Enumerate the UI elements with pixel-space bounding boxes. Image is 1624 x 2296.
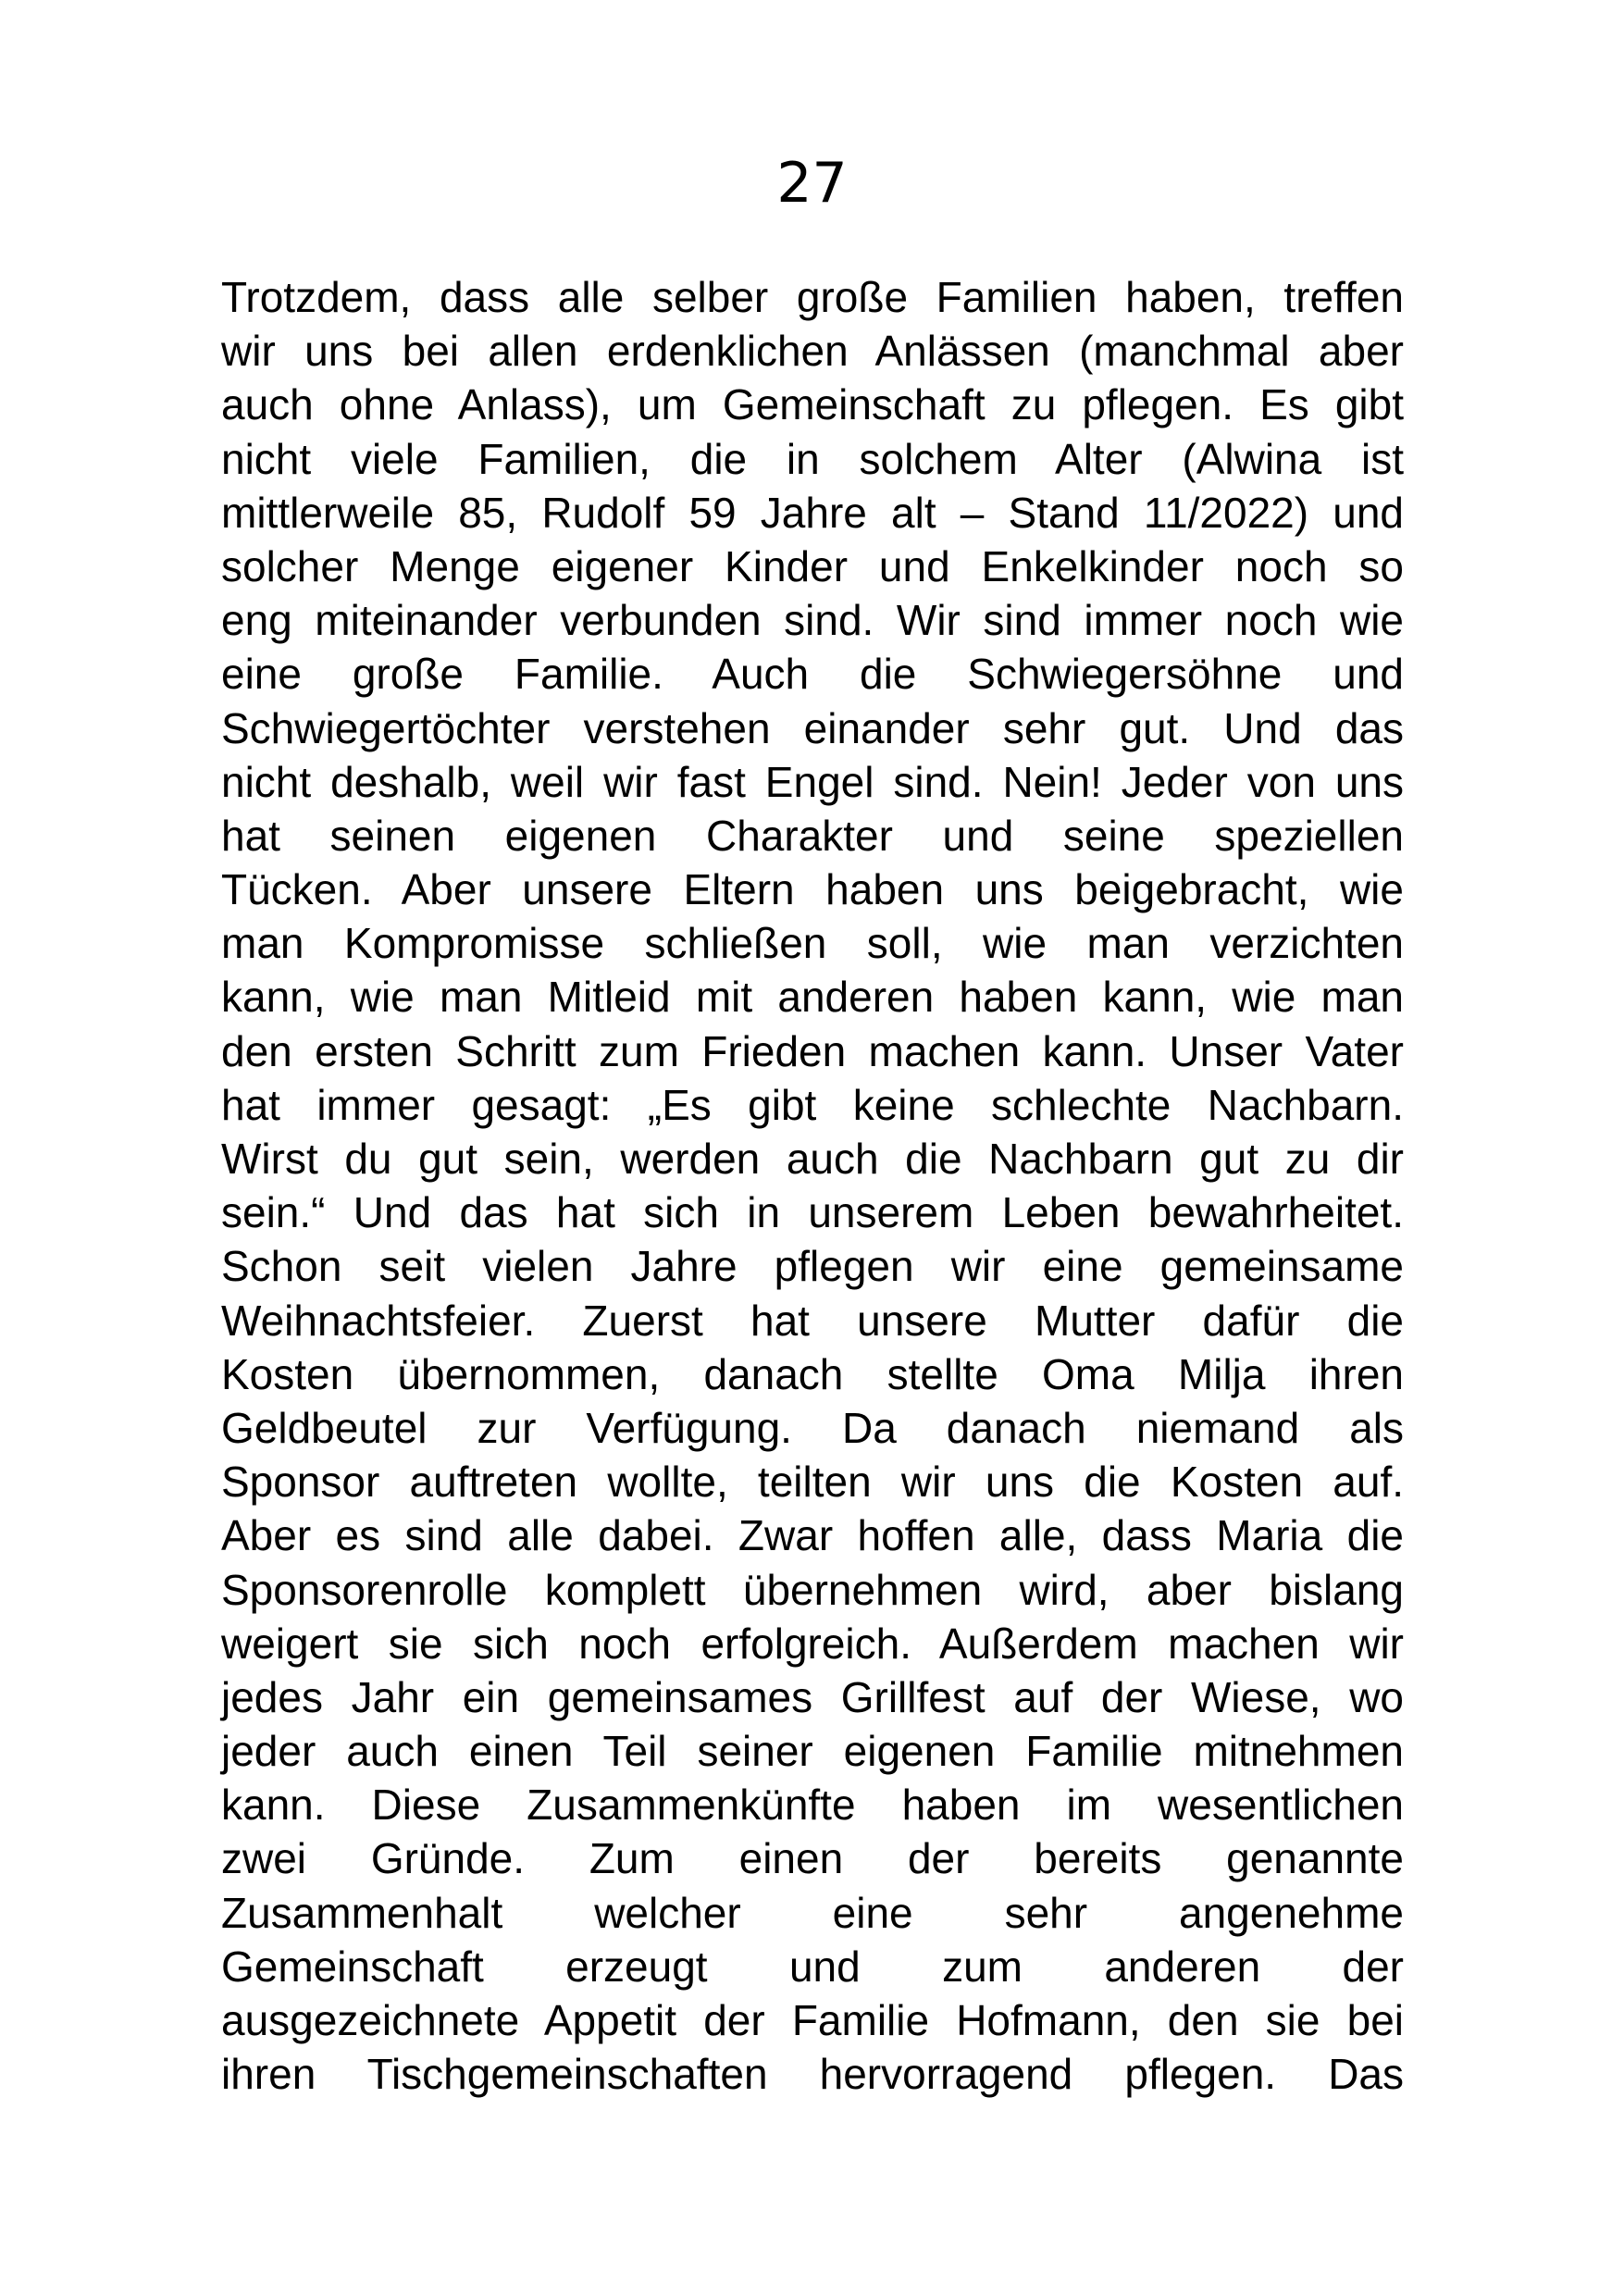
text-line: nicht viele Familien, die in solchem Alter (Alwina ist (221, 434, 1404, 483)
text-line: Trotzdem, dass alle selber große Familien haben, treffen (221, 273, 1404, 321)
text-line: eine große Familie. Auch die Schwiegersöhne und (221, 650, 1404, 699)
text-line: jeder auch einen Teil seiner eigenen Familie mitnehmen (221, 1727, 1404, 1776)
text-line: Wirst du gut sein, werden auch die Nachbarn gut zu dir (221, 1135, 1404, 1183)
text-line: Weihnachtsfeier. Zuerst hat unsere Mutter dafür die (221, 1296, 1404, 1345)
text-line: Gemeinschaft erzeugt und zum anderen der (221, 1942, 1404, 1991)
text-line: auch ohne Anlass), um Gemeinschaft zu pflegen. Es gibt (221, 380, 1404, 429)
text-line: Sponsorenrolle komplett übernehmen wird, aber bislang (221, 1565, 1404, 1614)
text-line: zwei Gründe. Zum einen der bereits genannte (221, 1834, 1404, 1883)
text-line: solcher Menge eigener Kinder und Enkelkinder noch so (221, 541, 1404, 590)
text-line: Aber es sind alle dabei. Zwar hoffen alle, dass Maria die (221, 1511, 1404, 1560)
text-line: eng miteinander verbunden sind. Wir sind immer noch wie (221, 596, 1404, 645)
text-line: Sponsor auftreten wollte, teilten wir uns die Kosten auf. (221, 1458, 1404, 1507)
text-line: Zusammenhalt welcher eine sehr angenehme (221, 1888, 1404, 1937)
text-line: kann. Diese Zusammenkünfte haben im wesentlichen (221, 1781, 1404, 1830)
text-line: Schon seit vielen Jahre pflegen wir eine gemeinsame (221, 1242, 1404, 1291)
text-line: ausgezeichnete Appetit der Familie Hofmann, den sie bei (221, 1996, 1404, 2044)
text-line: jedes Jahr ein gemeinsames Grillfest auf der Wiese, wo (221, 1672, 1404, 1721)
page-number: 27 (776, 151, 848, 216)
text-line: hat immer gesagt: „Es gibt keine schlechte Nachbarn. (221, 1080, 1404, 1129)
text-line: weigert sie sich noch erfolgreich. Außerdem machen wir (221, 1619, 1404, 1668)
body-text (221, 270, 1404, 2101)
text-line: nicht deshalb, weil wir fast Engel sind. Nein! Jeder von uns (221, 757, 1404, 806)
text-line: Geldbeutel zur Verfügung. Da danach niemand als (221, 1403, 1404, 1452)
text-line: sein.“ Und das hat sich in unserem Leben bewahrheitet. (221, 1188, 1404, 1237)
text-line: hat seinen eigenen Charakter und seine speziellen (221, 811, 1404, 860)
text-line: wir uns bei allen erdenklichen Anlässen (manchmal aber (221, 327, 1404, 376)
text-line: Kosten übernommen, danach stellte Oma Milja ihren (221, 1349, 1404, 1398)
text-line: man Kompromisse schließen soll, wie man verzichten (221, 919, 1404, 968)
text-line: ihren Tischgemeinschaften hervorragend pflegen. Das (221, 2050, 1404, 2099)
text-line: Schwiegertöchter verstehen einander sehr gut. Und das (221, 703, 1404, 752)
text-line: mittlerweile 85, Rudolf 59 Jahre alt – Stand 11/2022) und (221, 488, 1404, 537)
text-line: kann, wie man Mitleid mit anderen haben kann, wie man (221, 973, 1404, 1022)
text-line: Tücken. Aber unsere Eltern haben uns beigebracht, wie (221, 865, 1404, 914)
text-line: den ersten Schritt zum Frieden machen kann. Unser Vater (221, 1026, 1404, 1075)
